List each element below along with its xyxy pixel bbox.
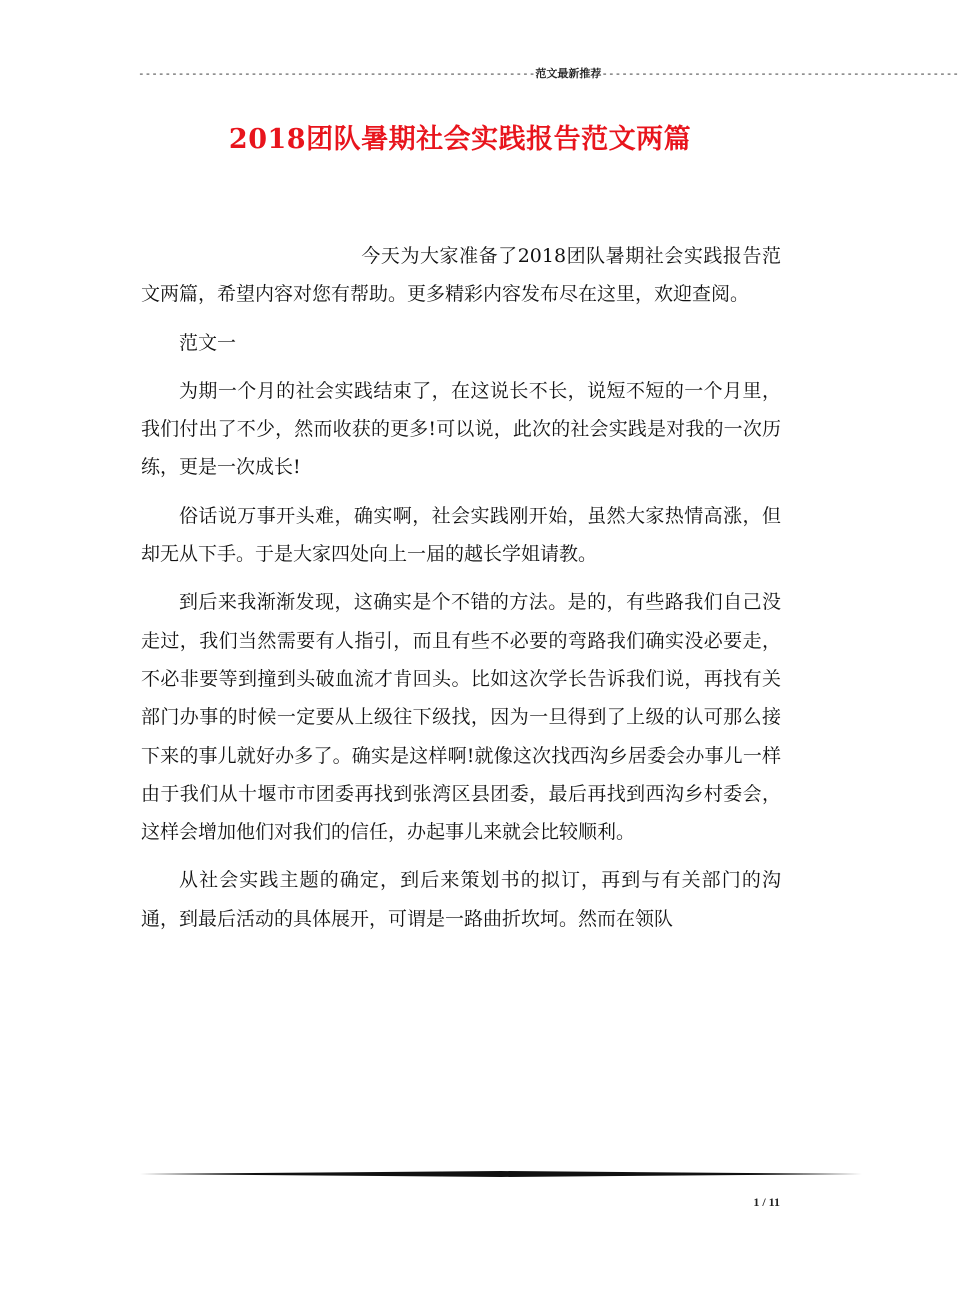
page-number: 1 / 11 — [753, 1195, 780, 1209]
section-heading: 范文一 — [179, 331, 237, 354]
body-paragraph: 为期一个月的社会实践结束了，在这说长不长，说短不短的一个月里，我们付出了不少，然而收获的更多!可以说，此次的社会实践是对我的一次历练，更是一次成长! — [141, 379, 781, 479]
body-paragraph: 从社会实践主题的确定，到后来策划书的拟订，再到与有关部门的沟通，到最后活动的具体展开，可谓是一路曲折坎坷。然而在领队 — [141, 869, 781, 930]
footer-rule — [140, 1171, 862, 1177]
header-label: 范文最新推荐 — [535, 67, 602, 80]
header-right-dashes: ------------------------------------------------------ — [601, 67, 959, 80]
intro-paragraph: 今天为大家准备了2018团队暑期社会实践报告范文两篇，希望内容对您有帮助。更多精彩内容发布尽在这里，欢迎查阅。 — [141, 245, 781, 306]
document-title: 2018团队暑期社会实践报告范文两篇 — [228, 124, 692, 155]
document-body — [141, 237, 781, 948]
page-header — [138, 66, 959, 82]
header-left-dashes: ------------------------------------------------------------ — [138, 67, 536, 80]
body-paragraph: 俗话说万事开头难，确实啊，社会实践刚开始，虽然大家热情高涨，但却无从下手。于是大家四处向上一届的越长学姐请教。 — [141, 504, 781, 566]
body-paragraph: 到后来我渐渐发现，这确实是个不错的方法。是的，有些路我们自己没走过，我们当然需要有人指引，而且有些不必要的弯路我们确实没必要走，不必非要等到撞到头破血流才肯回头。比如这次学长告诉我们说，再找有关部门办事的时候一定要从上级往下级找，因为一旦得到了上级的认可那么接下来的事儿就好办多了。确实是这样啊!就像这次找西沟乡居委会办事儿一样由于我们从十堰市市团委再找到张湾区县团委，最后再找到西沟乡村委会，这样会增加他们对我们的信任，办起事儿来就会比较顺利。 — [141, 591, 781, 844]
